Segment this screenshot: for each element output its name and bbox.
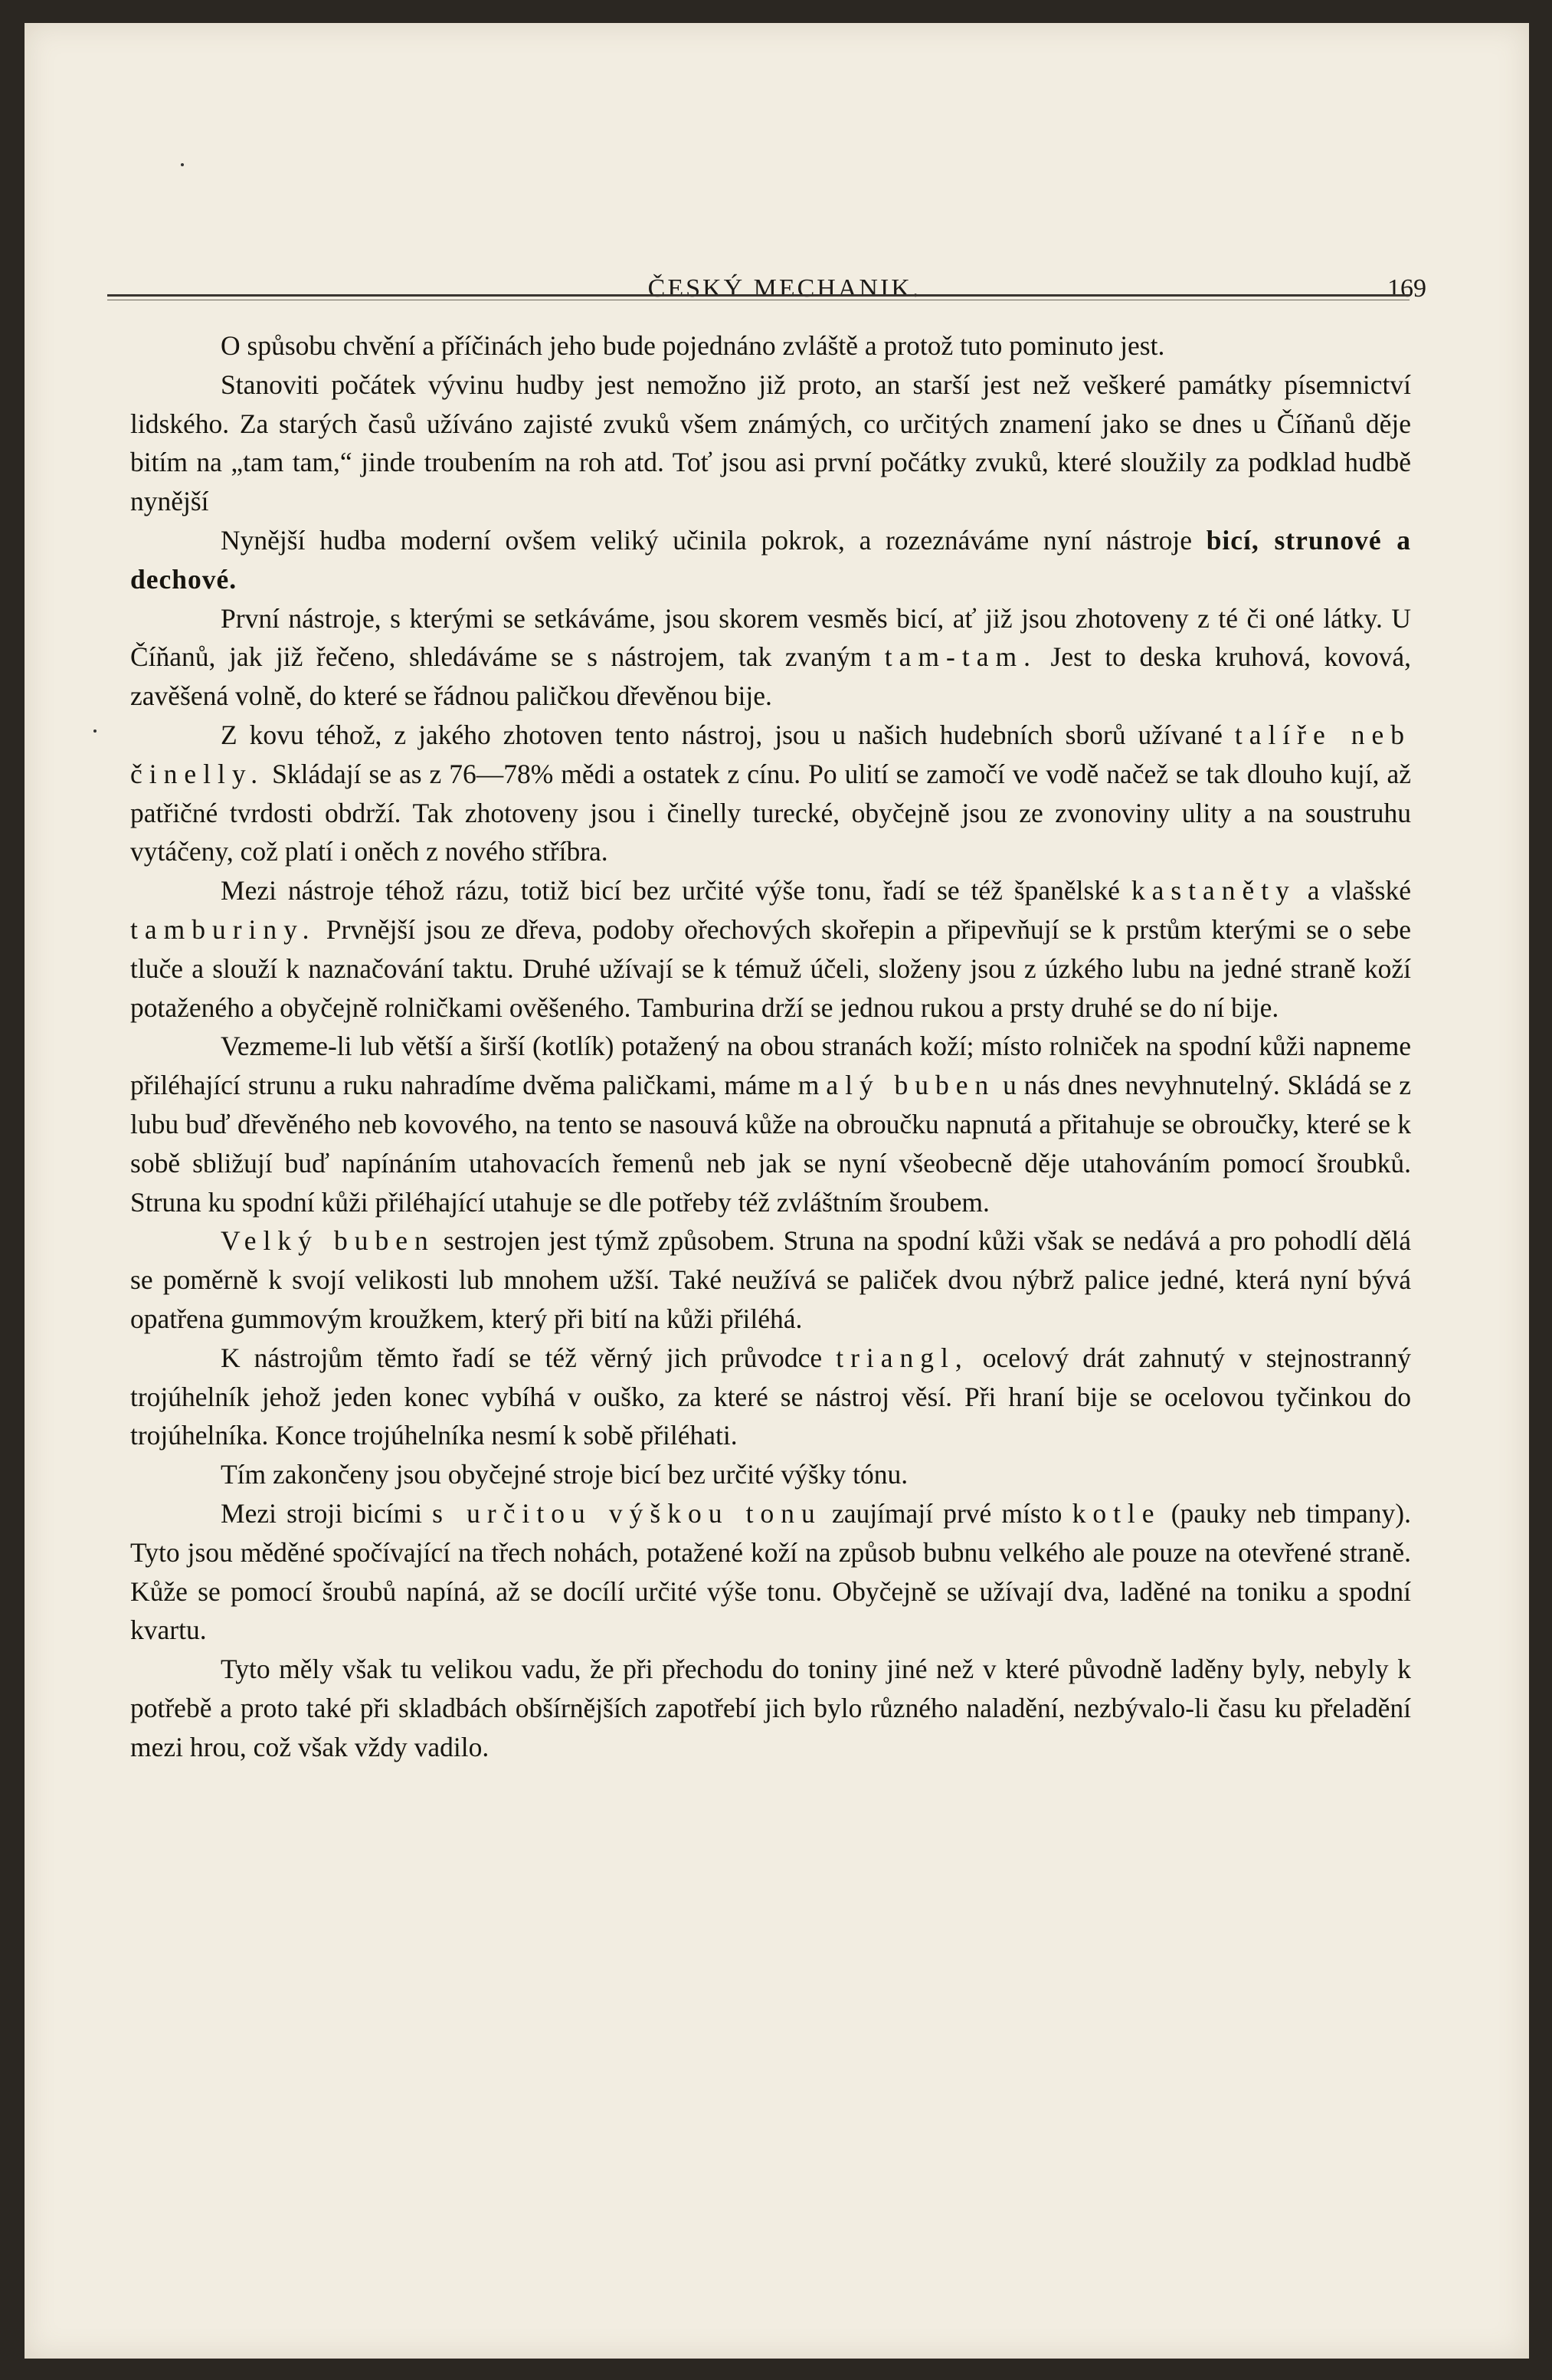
text-run: Mezi stroji bicími	[221, 1497, 433, 1529]
spaced-term: kotle	[1072, 1497, 1161, 1529]
margin-speck	[93, 729, 97, 733]
text-run: Nynější hudba moderní ovšem veliký učinila pokrok, a rozeznáváme nyní nástroje	[221, 524, 1207, 556]
paragraph	[130, 871, 1411, 1027]
text-run: Prvnější jsou ze dřeva, podoby ořechových skořepin a připevňují se k prstům kterými se o sebe tluče a slouží k naznačování taktu. Druhé užívají se k témuž účeli, složeny jsou z úzkého lubu na jedné straně koží potaženého a obyčejně rolničkami ověšeného. Tamburina drží se jednou rukou a prsty druhé se do ní bije.	[130, 913, 1411, 1023]
paragraph	[130, 1650, 1411, 1766]
text-run: u nás dnes nevyhnutelný. Skládá se z lubu buď dřevěného neb kovového, na tento se nasouvá kůže na obroučku napnutá a přitahuje se obroučky, které se k sobě sbližují buď napínáním utahovacích řemenů neb jak se nyní všeobecně děje utahováním pomocí šroubků. Struna ku spodní kůži přiléhající utahuje se dle potřeby též zvláštním šroubem.	[130, 1070, 1411, 1218]
text-run: zaujímají prvé místo	[821, 1497, 1072, 1529]
text-run: Vezmeme-li lub větší a širší (kotlík) potažený na obou stranách koží; místo rolniček na spodní kůži napneme přiléhající strunu a ruku nahradíme dvěma paličkami, máme	[130, 1031, 1411, 1101]
paragraph	[130, 716, 1411, 871]
paragraph	[130, 521, 1411, 599]
paragraph	[130, 1494, 1411, 1650]
spaced-term: tam-tam.	[884, 641, 1037, 673]
spaced-term: triangl,	[836, 1342, 969, 1373]
margin-speck	[181, 163, 184, 166]
text-run: Mezi nástroje téhož rázu, totiž bicí bez určité výše tonu, řadí se též španělské	[221, 875, 1131, 906]
text-run: K nástrojům těmto řadí se též věrný jich průvodce	[221, 1342, 837, 1373]
spaced-term: tamburiny.	[130, 913, 316, 945]
text-run: ocelový drát zahnutý v stejnostranný trojúhelník jehož jeden konec vybíhá v ouško, za které se nástroj věsí. Při hraní bije se ocelovou tyčinkou do trojúhelníka. Konce trojúhelníka nesmí k sobě přiléhati.	[130, 1342, 1411, 1451]
bold-term: bicí, strunové a dechové.	[130, 524, 1411, 595]
text-run: sestrojen jest týmž způsobem. Struna na spodní kůži však se nedává a pro pohodlí dělá se poměrně k svojí velikosti lub mnohem užší. Také neužívá se paliček dvou nýbrž palice jedné, která nyní bývá opatřena gummovým kroužkem, který při bití na kůži přiléhá.	[130, 1225, 1411, 1334]
text-run: a vlašské	[1295, 875, 1411, 906]
text-run: O spůsobu chvění a příčinách jeho bude pojednáno zvláště a protož tuto pominuto jest.	[221, 330, 1165, 361]
text-run: První nástroje, s kterými se setkáváme, jsou skorem vesměs bicí, ať již jsou zhotoveny z té či oné látky. U Číňanů, jak již řečeno, shledáváme se s nástrojem, tak zvaným	[130, 602, 1411, 673]
paragraph	[130, 1027, 1411, 1221]
text-run: Jest to deska kruhová, kovová, zavěšená volně, do které se řádnou paličkou dřevěnou bije.	[130, 641, 1411, 712]
text-run: Tím zakončeny jsou obyčejné stroje bicí bez určité výšky tónu.	[221, 1459, 909, 1490]
paragraph	[130, 1339, 1411, 1455]
header-rule	[107, 294, 1410, 297]
spaced-term: kastaněty	[1131, 875, 1296, 906]
spaced-term: Velký buben	[221, 1225, 435, 1257]
paragraph	[130, 1455, 1411, 1494]
text-run: Stanoviti počátek vývinu hudby jest nemožno již proto, an starší jest než veškeré památky písemnictví lidského. Za starých časů užíváno zajisté zvuků všem známých, co určitých znamení jako se dnes u Číňanů děje bitím na „tam tam,“ jinde troubením na roh atd. Toť jsou asi první počátky zvuků, které sloužily za podklad hudbě nynější	[130, 369, 1411, 517]
paragraph	[130, 366, 1411, 521]
paragraph	[130, 599, 1411, 716]
paragraph	[130, 1221, 1411, 1338]
body-text	[130, 326, 1411, 1766]
spaced-term: malý buben	[797, 1070, 996, 1101]
text-run: Skládají se as z 76—78% mědi a ostatek z cínu. Po ulití se zamočí ve vodě načež se tak dlouho kují, až patřičné tvrdosti obdrží. Tak zhotoveny jsou i činelly turecké, obyčejně jsou ze zvonoviny ulity a na soustruhu vytáčeny, což platí i oněch z nového stříbra.	[130, 758, 1411, 867]
paragraph	[130, 326, 1411, 366]
text-run: (pauky neb timpany). Tyto jsou měděné spočívající na třech nohách, potažené koží na způsob bubnu velkého ale pouze na otevřené straně. Kůže se pomocí šroubů napíná, až se docílí určité výše tonu. Obyčejně se užívají dva, laděné na toniku a spodní kvartu.	[130, 1497, 1411, 1646]
text-run: Z kovu téhož, z jakého zhotoven tento nástroj, jsou u našich hudebních sborů užívané	[221, 719, 1235, 750]
page-number: 169	[1387, 274, 1426, 303]
page-header	[138, 267, 1431, 313]
spaced-term: s určitou výškou tonu	[432, 1497, 822, 1529]
running-title: ČESKÝ MECHANIK.	[647, 274, 922, 303]
text-run: Tyto měly však tu velikou vadu, že při přechodu do toniny jiné než v které původně laděny byly, nebyly k potřebě a proto také při skladbách obšírnějších zapotřebí jich bylo různého naladění, nezbývalo-li času ku přeladění mezi hrou, což však vždy vadilo.	[130, 1654, 1411, 1762]
spaced-term: talíře neb činelly.	[130, 719, 1411, 789]
